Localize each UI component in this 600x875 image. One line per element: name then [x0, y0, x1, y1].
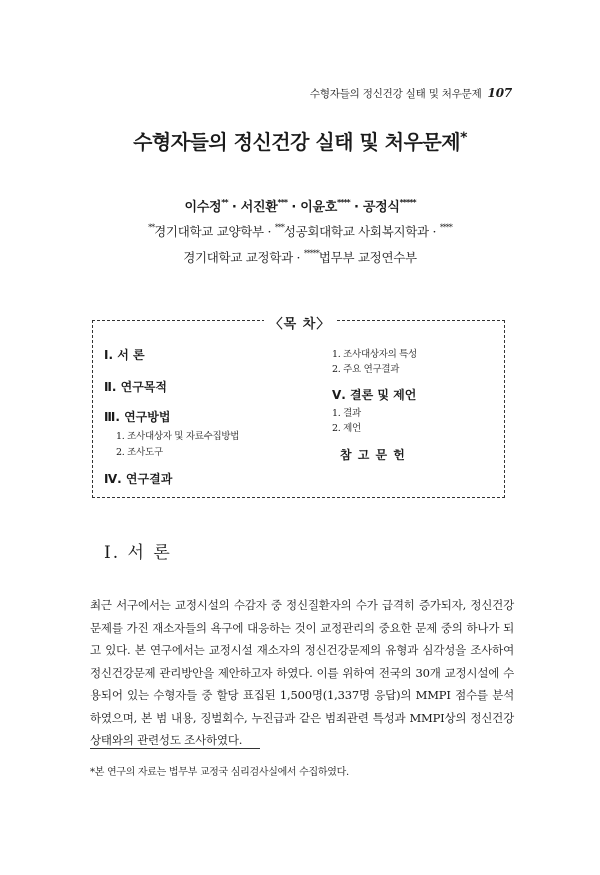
toc-label: 〈목 차〉	[0, 313, 600, 332]
paper-title-text: 수형자들의 정신건강 실태 및 처우문제	[133, 130, 461, 154]
toc-item: Ⅴ. 결론 및 제언	[332, 388, 417, 402]
toc-item: Ⅲ. 연구방법	[104, 410, 171, 424]
running-head	[310, 86, 512, 101]
affiliation-mark: *****	[303, 249, 319, 258]
section-heading: Ⅰ. 서 론	[104, 543, 172, 563]
author-name: 이윤호	[300, 200, 337, 215]
toc-subitem: 1. 결과	[332, 408, 361, 419]
author-mark: ****	[336, 198, 350, 207]
author-separator: ·	[291, 200, 296, 215]
toc-item: Ⅰ. 서 론	[104, 348, 145, 362]
affiliation-mark: **	[148, 223, 155, 232]
running-head-title: 수형자들의 정신건강 실태 및 처우문제	[309, 88, 482, 100]
body-paragraph: 최근 서구에서는 교정시설의 수감자 중 정신질환자의 수가 급격히 증가되자, 정신건강문제를 가진 재소자들의 욕구에 대응하는 것이 교정관리의 중요한 문제 중의 하나가 되고 있다. 본 연구에서는 교정시설 재소자의 정신건강문제의 유형과 심각성을 조사하여 정신건강문제 관리방안을 제안하고자 하였다. 이를 위하여 전국의 30개 교정시설에 수용되어 있는 수형자들 중 할당 표집된 1,500명(1,337명 응답)의 MMPI 점수를 분석하였으며, 본 범 내용, 징벌회수, 누진급과 같은 범죄관련 특성과 MMPI상의 정신건강상태와의 관련성도 조사하였다.	[90, 598, 514, 747]
title-footnote-mark: *	[460, 130, 467, 146]
affiliation-text: 성공회대학교 사회복지학과 ·	[283, 224, 437, 239]
page-number: 107	[487, 86, 512, 100]
toc-subitem: 1. 조사대상자 및 자료수집방법	[116, 431, 240, 442]
author-mark: **	[221, 198, 228, 207]
author-name: 서진환	[240, 200, 278, 215]
paper-title	[0, 126, 600, 155]
author-name: 이수정	[184, 200, 222, 215]
toc-subitem: 2. 제언	[332, 423, 361, 434]
affiliation-mark: ****	[439, 223, 452, 232]
footnote: *본 연구의 자료는 법무부 교정국 심리검사실에서 수집하였다.	[90, 767, 349, 778]
affiliation-line	[0, 248, 600, 266]
toc-item: Ⅱ. 연구목적	[104, 380, 168, 394]
affiliation-text: 경기대학교 교양학부 ·	[154, 224, 272, 239]
affiliation-mark: ***	[274, 223, 284, 232]
author-name: 공정식	[362, 200, 400, 215]
author-mark: ***	[277, 198, 288, 207]
author-separator: ·	[353, 200, 359, 215]
author-list	[0, 196, 600, 215]
affiliation-text: 법무부 교정연수부	[318, 250, 417, 265]
toc-item: 참 고 문 헌	[340, 448, 406, 462]
affiliation-line	[0, 222, 600, 240]
author-mark: *****	[399, 198, 416, 207]
toc-subitem: 2. 주요 연구결과	[332, 364, 400, 375]
footnote-rule	[90, 748, 260, 749]
toc-subitem: 1. 조사대상자의 특성	[332, 349, 417, 360]
affiliation-text: 경기대학교 교정학과 ·	[183, 250, 301, 265]
author-separator: ·	[231, 200, 237, 215]
toc-subitem: 2. 조사도구	[116, 447, 163, 458]
toc-item: Ⅳ. 연구결과	[104, 472, 173, 486]
